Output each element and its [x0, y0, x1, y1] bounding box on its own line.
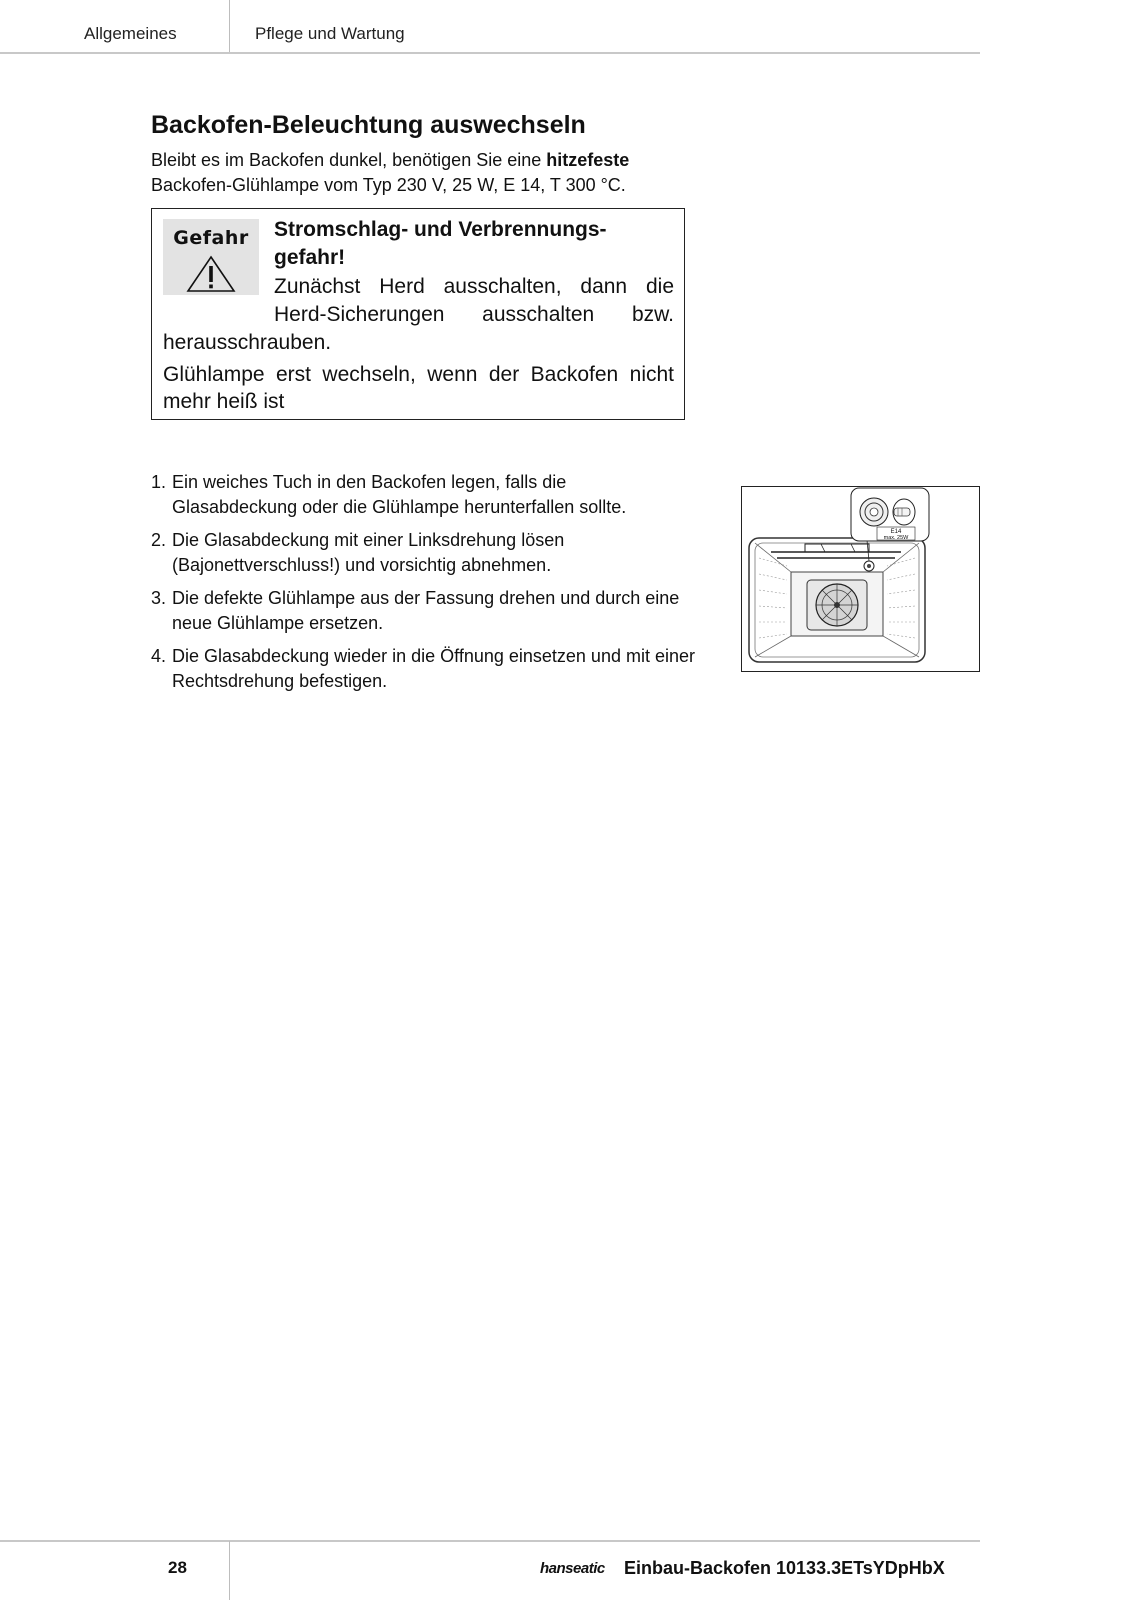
danger-badge: [163, 219, 259, 295]
step-number: 2.: [151, 530, 167, 550]
step-number: 4.: [151, 646, 167, 666]
step-number: 1.: [151, 472, 167, 492]
step-item: [151, 528, 696, 578]
lamp-power-label: max. 25W: [883, 535, 909, 541]
instruction-steps: [151, 470, 696, 702]
warning-box: [151, 208, 685, 420]
step-text: Die Glasabdeckung mit einer Linksdrehung lösen (Bajonettverschluss!) und vorsichtig abnehmen.: [172, 530, 565, 575]
danger-badge-label: Gefahr: [173, 227, 249, 249]
step-item: [151, 586, 696, 636]
warning-paragraph-2: Glühlampe erst wechseln, wenn der Backofen nicht mehr heiß ist: [163, 363, 674, 413]
warning-paragraph-1-end: herausschrauben.: [163, 331, 332, 354]
warning-paragraph-1: Zunächst Herd ausschalten, dann die Herd-Sicherungen ausschalten bzw.: [274, 275, 674, 326]
footer-divider: [229, 1541, 230, 1600]
header-section-left: Allgemeines: [84, 24, 177, 43]
brand-logo: hanseatic: [540, 1560, 605, 1577]
header-section-right: Pflege und Wartung: [255, 24, 405, 43]
step-item: [151, 470, 696, 520]
product-name: Einbau-Backofen 10133.3ETsYDpHbX: [624, 1558, 945, 1578]
page-number: 28: [168, 1558, 187, 1577]
footer-rule: [0, 1540, 980, 1542]
page-title: Backofen-Beleuchtung auswechseln: [151, 111, 586, 139]
warning-triangle-icon: [186, 255, 236, 293]
intro-text-2: Backofen-Glühlampe vom Typ 230 V, 25 W, E 14, T 300 °C.: [151, 175, 626, 195]
oven-lamp-illustration: [741, 486, 980, 672]
header-rule: [0, 52, 980, 54]
step-number: 3.: [151, 588, 167, 608]
step-text: Die Glasabdeckung wieder in die Öffnung einsetzen und mit einer Rechtsdrehung befestigen.: [172, 646, 695, 691]
step-text: Ein weiches Tuch in den Backofen legen, falls die Glasabdeckung oder die Glühlampe herunterfallen sollte.: [172, 472, 627, 517]
step-item: [151, 644, 696, 694]
intro-paragraph: [151, 148, 691, 198]
header-divider: [229, 0, 230, 53]
intro-bold: hitzefeste: [546, 150, 630, 170]
intro-text-1: Bleibt es im Backofen dunkel, benötigen Sie eine: [151, 150, 547, 170]
step-text: Die defekte Glühlampe aus der Fassung drehen und durch eine neue Glühlampe ersetzen.: [172, 588, 680, 633]
lamp-type-label: E14: [890, 529, 902, 535]
warning-heading: Stromschlag- und Verbrennungs-gefahr!: [274, 218, 607, 269]
